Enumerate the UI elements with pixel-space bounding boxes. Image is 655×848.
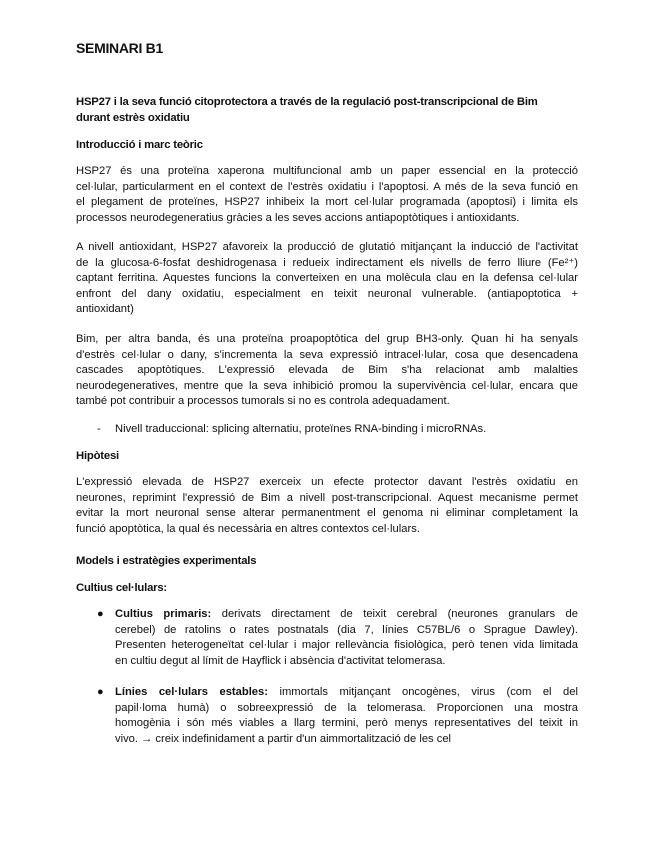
bullet-line: en cultiu degut al límit de Hayflick i absència d'activitat telomerasa. — [115, 654, 446, 667]
bullet-marker: ● — [97, 686, 104, 698]
bullet-line: vivo. → creix indefinidament a partir d'un aimmortalització de les cel — [115, 732, 452, 745]
paper-title — [76, 94, 578, 126]
paragraph-line: neurones, reprimint l'expressió de Bim a nivell post-transcripcional. Aquest mecanisme permet — [76, 491, 578, 504]
paragraph-hypothesis — [76, 475, 578, 537]
dash-marker: - — [97, 423, 101, 435]
bullet-line — [115, 685, 578, 701]
section-heading-hypothesis: Hipòtesi — [76, 450, 119, 462]
paper-title-line: HSP27 i la seva funció citoprotectora a través de la regulació post-transcripcional de Bim — [76, 96, 538, 108]
paragraph-line: evitar la mort neuronal sense alterar permanentment el genoma ni eliminar completament la — [76, 507, 578, 519]
paragraph-line: antioxidant) — [76, 303, 134, 315]
bullet-line: Presenten heterogeneïtat cel·lular i major rellevància fisiològica, però tenen vida limitada — [115, 639, 578, 651]
bullet-line: homogènia i són més viables a llarg termini, però menys representatives del teixit in — [115, 717, 578, 729]
bullet-text: immortals mitjançant oncogènes, virus (com el del — [267, 686, 578, 698]
paragraph-line: captant ferritina. Aquestes funcions la converteixen en una molècula clau en la defensa cel·lular — [76, 272, 578, 284]
paragraph-line: d'estrès cel·lular o dany, s'incrementa la seva expressió intracel·lular, cosa que desencadena — [76, 348, 578, 361]
paragraph-line: HSP27 és una proteïna xaperona multifuncional amb un paper essencial en la protecció — [76, 165, 578, 177]
paragraph-intro — [76, 164, 578, 226]
paragraph-antioxidant — [76, 240, 578, 318]
paragraph-line: de la glucosa-6-fosfat deshidrogenasa i redueix indirectament els nivells de ferro lliure (Fe²⁺) — [76, 256, 578, 269]
paragraph-line: també pot contribuir a processos tumorals si no es controla adequadament. — [76, 395, 450, 407]
paragraph-line: enfront del dany oxidatiu, especialment en teixit neuronal vulnerable. (antiapoptotica + — [76, 287, 578, 300]
section-heading-models: Models i estratègies experimentals — [76, 555, 257, 567]
paragraph-line: L'expressió elevada de HSP27 exerceix un efecte protector davant l'estrès oxidatiu en — [76, 476, 578, 488]
bullet-item-primary-cultures — [97, 607, 578, 669]
bullet-text: derivats directament de teixit cerebral (neurones granulars de — [211, 608, 578, 620]
section-heading-cultures: Cultius cel·lulars: — [76, 582, 167, 594]
paragraph-line: Bim, per altra banda, és una proteïna proapoptòtica del grup BH3-only. Quan hi ha senyals — [76, 333, 578, 345]
document-title: SEMINARI B1 — [76, 40, 163, 56]
bullet-marker: ● — [97, 608, 104, 620]
paragraph-line: cascades apoptòtiques. L'expressió elevada de Bim s'ha relacionat amb malalties — [76, 364, 578, 376]
paragraph-line: neurodegeneratives, mentre que la seva inhibició promou la supervivència cel·lular, encara que — [76, 379, 578, 392]
paper-title-line: durant estrès oxidatiu — [76, 112, 190, 124]
bullet-label: Línies cel·lulars estables: — [115, 686, 268, 698]
paragraph-line: A nivell antioxidant, HSP27 afavoreix la producció de glutatió mitjançant la inducció de l'activitat — [76, 241, 578, 253]
bullet-line: cerebel) de ratolins o rates postnatals (dia 7, línies C57BL/6 o Sprague Dawley). — [115, 623, 578, 636]
paragraph-line: funció apoptòtica, la qual és necessària en altres contextos cel·lulars. — [76, 522, 420, 535]
bullet-label: Cultius primaris: — [115, 608, 212, 620]
bullet-line: papil·loma humà) o sobreexpressió de la telomerasa. Proporcionen una mostra — [115, 701, 578, 714]
paragraph-bim — [76, 332, 578, 410]
paragraph-line: cel·lular, particularment en el context de l'estrès oxidatiu i l'apoptosi. A més de la seva funció en — [76, 180, 578, 193]
section-heading-intro: Introducció i marc teòric — [76, 139, 203, 151]
dash-list-item — [97, 422, 578, 438]
bullet-line — [115, 607, 578, 623]
list-item-text: Nivell traduccional: splicing alternatiu, proteïnes RNA-binding i microRNAs. — [115, 423, 487, 435]
paragraph-line: el plegament de proteïnes, HSP27 inhibeix la mort cel·lular programada (apoptosi) i limita els — [76, 196, 578, 208]
bullet-item-stable-cell-lines — [97, 685, 578, 747]
paragraph-line: processos neurodegeneratius gràcies a les seves accions antiapoptòtiques i antioxidants. — [76, 211, 520, 224]
